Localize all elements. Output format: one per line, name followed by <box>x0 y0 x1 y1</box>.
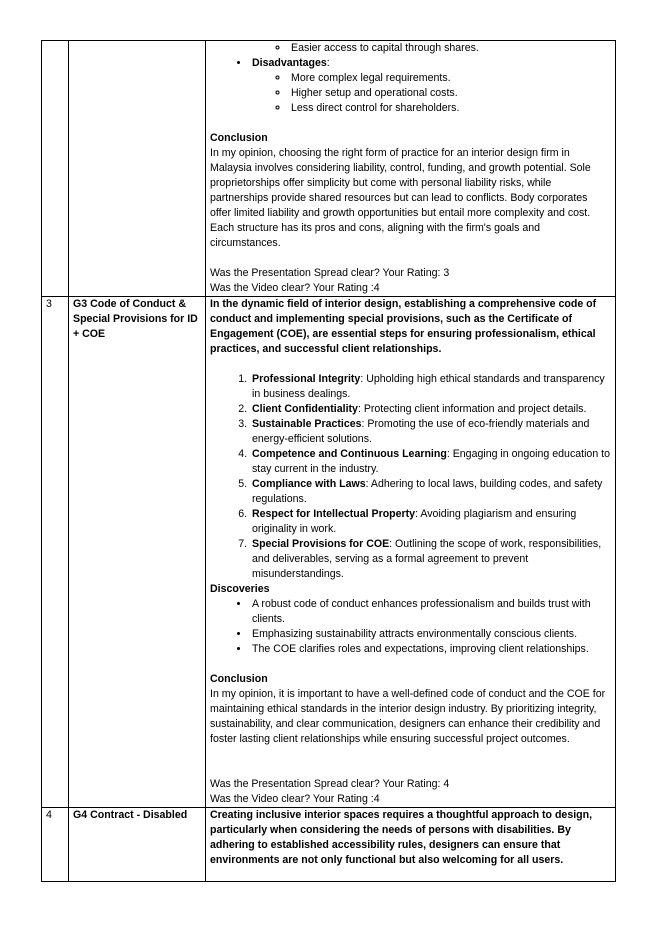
content-cell <box>206 41 616 297</box>
assignment-table <box>41 40 616 882</box>
list-item: • Emphasizing sustainability attracts environmentally conscious clients. <box>250 627 611 642</box>
list-item: 1. Professional Integrity: Upholding high ethical standards and transparency in business dealings. <box>250 372 611 402</box>
intro-paragraph: In the dynamic field of interior design, establishing a comprehensive code of conduct and implementing special provisions, such as the Certificate of Engagement (COE), are essential steps for ensuring professionalism, ethical practices, and successful client relationships. <box>210 298 597 355</box>
list-item: 2. Client Confidentiality: Protecting client information and project details. <box>250 402 611 417</box>
disadvantages-list: • Disadvantages: ◦ More complex legal requirements. ◦ Higher setup and operational costs. ◦ Less direct control for shareholders. <box>210 56 611 116</box>
row-number-cell <box>42 41 69 297</box>
discoveries-list <box>210 597 611 657</box>
conclusion-heading: Conclusion <box>210 132 268 144</box>
intro-paragraph: Creating inclusive interior spaces requires a thoughtful approach to design, particularly when considering the needs of persons with disabilities. By adhering to established accessibility rules, designers can ensure that environments are not only functional but also welcoming for all users. <box>210 809 593 866</box>
list-item: ◦ More complex legal requirements. <box>289 71 611 86</box>
list-item: 6. Respect for Intellectual Property: Avoiding plagiarism and ensuring originality in work. <box>250 507 611 537</box>
disadvantages-label: Disadvantages <box>252 57 327 69</box>
content-cell <box>206 808 616 882</box>
row-number-cell: 3 <box>42 297 69 808</box>
list-item: 7. Special Provisions for COE: Outlining the scope of work, responsibilities, and deliverables, serving as a formal agreement to prevent misunderstandings. <box>250 537 611 582</box>
table-row <box>42 41 616 297</box>
list-item: ◦ Easier access to capital through shares. <box>289 41 611 56</box>
row-number-cell: 4 <box>42 808 69 882</box>
conclusion-text: In my opinion, it is important to have a well-defined code of conduct and the COE for maintaining ethical standards in the interior design industry. By prioritizing integrity, sustainability, and clear communication, designers can enhance their credibility and foster lasting client relationships while ensuring successful project outcomes. <box>210 688 606 745</box>
topic-cell: G3 Code of Conduct & Special Provisions for ID + COE <box>69 297 206 808</box>
advantages-list <box>210 41 611 56</box>
video-rating: Was the Video clear? Your Rating :4 <box>210 282 380 294</box>
code-of-conduct-list <box>210 372 611 582</box>
list-item: ◦ Higher setup and operational costs. <box>289 86 611 101</box>
table-row <box>42 297 616 808</box>
conclusion-text: In my opinion, choosing the right form of practice for an interior design firm in Malaysia involves considering liability, control, funding, and growth potential. Sole proprietorships offer simplicity but come with personal liability risks, while partnerships provide shared resources but can lead to conflicts. Body corporates offer limited liability and growth opportunities but entail more complexity and cost. Each structure has its pros and cons, aligning with the firm's goals and circumstances. <box>210 147 591 249</box>
topic-cell <box>69 41 206 297</box>
list-item: ◦ Less direct control for shareholders. <box>289 101 611 116</box>
presentation-rating: Was the Presentation Spread clear? Your Rating: 4 <box>210 778 450 790</box>
presentation-rating: Was the Presentation Spread clear? Your Rating: 3 <box>210 267 450 279</box>
topic-cell: G4 Contract - Disabled <box>69 808 206 882</box>
list-item: • The COE clarifies roles and expectations, improving client relationships. <box>250 642 611 657</box>
discoveries-heading: Discoveries <box>210 583 270 595</box>
list-item: 5. Compliance with Laws: Adhering to local laws, building codes, and safety regulations. <box>250 477 611 507</box>
list-item: 3. Sustainable Practices: Promoting the use of eco-friendly materials and energy-efficient solutions. <box>250 417 611 447</box>
list-item: 4. Competence and Continuous Learning: Engaging in ongoing education to stay current in the industry. <box>250 447 611 477</box>
list-item: • A robust code of conduct enhances professionalism and builds trust with clients. <box>250 597 611 627</box>
conclusion-heading: Conclusion <box>210 673 268 685</box>
content-cell <box>206 297 616 808</box>
video-rating: Was the Video clear? Your Rating :4 <box>210 793 380 805</box>
table-row <box>42 808 616 882</box>
